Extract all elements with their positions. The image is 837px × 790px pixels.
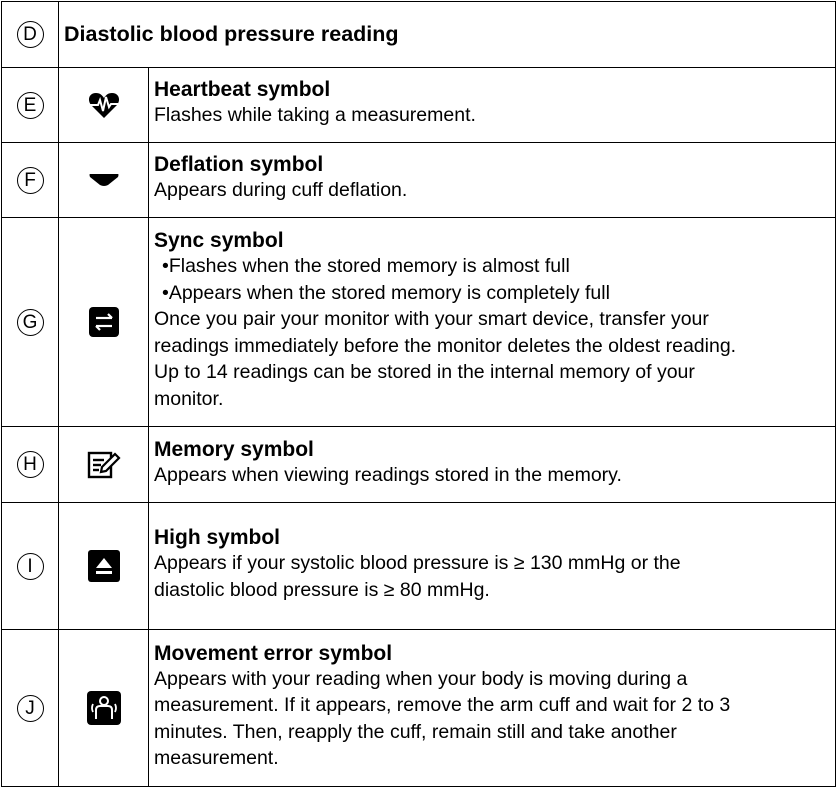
row-title: Movement error symbol: [154, 641, 393, 665]
letter-badge: H: [17, 451, 44, 478]
row-text: minutes. Then, reapply the cuff, remain still and take another: [154, 720, 677, 743]
row-text: diastolic blood pressure is ≥ 80 mmHg.: [154, 578, 490, 601]
table-row: [2, 218, 836, 427]
row-text: Flashes while taking a measurement.: [154, 104, 476, 127]
memory-icon: [87, 450, 121, 480]
table-row: [2, 68, 836, 143]
row-title: Deflation symbol: [154, 153, 324, 177]
header-title: Diastolic blood pressure reading: [64, 22, 399, 46]
row-text: Up to 14 readings can be stored in the internal memory of your: [154, 361, 695, 383]
table-row: [2, 630, 836, 787]
movement-error-icon: [86, 690, 122, 726]
table-row: [2, 503, 836, 630]
row-text: Once you pair your monitor with your smart device, transfer your: [154, 308, 709, 330]
symbols-table: [1, 1, 836, 787]
letter-badge: J: [17, 695, 44, 722]
row-text: Appears when viewing readings stored in the memory.: [154, 463, 622, 486]
row-title: High symbol: [154, 526, 281, 549]
row-text: measurement.: [154, 747, 279, 769]
row-title: Sync symbol: [154, 229, 284, 252]
row-text: Appears during cuff deflation.: [154, 179, 408, 202]
bullet-item: •Flashes when the stored memory is almost full: [162, 255, 570, 277]
high-icon: [87, 549, 121, 583]
row-text: Appears if your systolic blood pressure is ≥ 130 mmHg or the: [154, 552, 681, 574]
sync-icon: [88, 306, 120, 338]
row-text: monitor.: [154, 387, 224, 410]
row-text: measurement. If it appears, remove the arm cuff and wait for 2 to 3: [154, 694, 731, 716]
letter-badge: D: [17, 21, 44, 48]
letter-badge: G: [17, 309, 44, 336]
bullet-item: •Appears when the stored memory is completely full: [162, 281, 610, 304]
row-text: readings immediately before the monitor deletes the oldest reading.: [154, 334, 737, 357]
row-text: Appears with your reading when your body is moving during a: [154, 667, 688, 690]
deflation-icon: [88, 173, 120, 187]
table-row-header: [2, 2, 836, 68]
heartbeat-icon: [88, 91, 120, 119]
row-title: Heartbeat symbol: [154, 78, 331, 102]
letter-badge: I: [17, 553, 44, 580]
letter-badge: F: [17, 167, 44, 194]
row-title: Memory symbol: [154, 437, 314, 461]
table-row: [2, 427, 836, 503]
table-row: [2, 143, 836, 218]
letter-badge: E: [17, 92, 44, 119]
